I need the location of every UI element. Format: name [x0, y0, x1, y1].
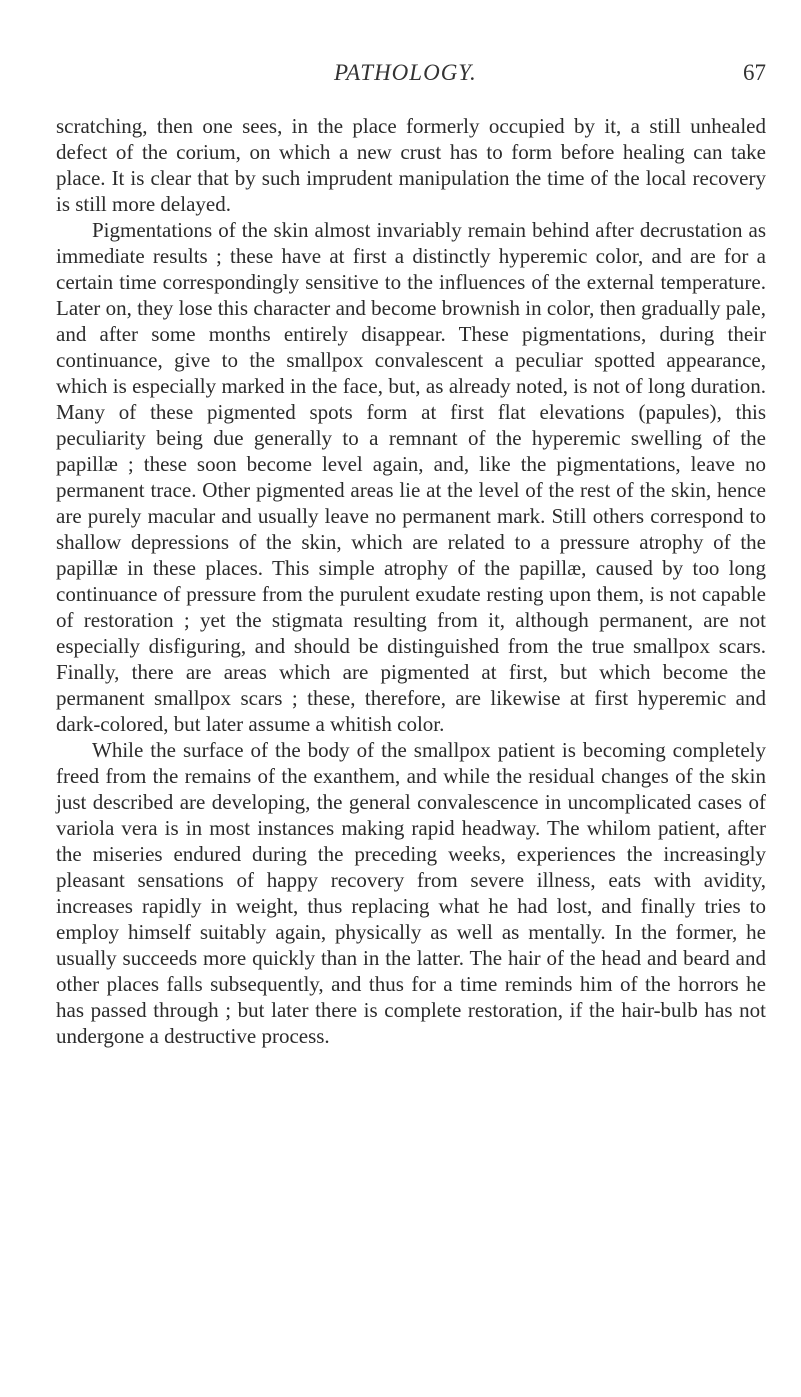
paragraph-pigmentations: Pigmentations of the skin almost invariably remain behind after decrustation as immediate results ; these have at first a distinctly hyperemic color, and are for a certain time correspondingly sensitive to the influences of the external temperature. Later on, they lose this character and become brownish in color, then gradually pale, and after some months entirely disappear. These pigmentations, during their continuance, give to the smallpox convalescent a peculiar spotted appearance, which is especially marked in the face, but, as already noted, is not of long duration. Many of these pigmented spots form at first flat elevations (papules), this peculiarity being due generally to a remnant of the hyperemic swelling of the papillæ ; these soon become level again, and, like the pigmentations, leave no permanent trace. Other pigmented areas lie at the level of the rest of the skin, hence are purely macular and usually leave no permanent mark. Still others correspond to shallow depressions of the skin, which are related to a pressure atrophy of the papillæ in these places. This simple atrophy of the papillæ, caused by too long continuance of pressure from the purulent exudate resting upon them, is not capable of restoration ; yet the stigmata resulting from it, although permanent, are not especially disfiguring, and should be distinguished from the true smallpox scars. Finally, there are areas which are pigmented at first, but which become the permanent smallpox scars ; these, therefore, are likewise at first hyperemic and dark-colored, but later assume a whitish color. [56, 218, 766, 736]
paragraph-convalescence: While the surface of the body of the smallpox patient is becoming completely freed from the remains of the exanthem, and while the residual changes of the skin just described are developing, the general convalescence in uncomplicated cases of variola vera is in most instances making rapid headway. The whilom patient, after the miseries endured during the preceding weeks, experiences the increasingly pleasant sensations of happy recovery from severe illness, eats with avidity, increases rapidly in weight, thus replacing what he had lost, and finally tries to employ himself suitably again, physically as well as mentally. In the former, he usually succeeds more quickly than in the latter. The hair of the head and beard and other places falls subsequently, and thus for a time reminds him of the horrors he has passed through ; but later there is complete restoration, if the hair-bulb has not undergone a destructive process. [56, 738, 766, 1048]
page-number: 67 [743, 60, 766, 85]
running-title: PATHOLOGY. [334, 60, 477, 85]
running-head [56, 60, 766, 90]
body-text [56, 113, 766, 1049]
paragraph-continued: scratching, then one sees, in the place formerly occupied by it, a still unhealed defect of the corium, on which a new crust has to form before healing can take place. It is clear that by such imprudent manipulation the time of the local recovery is still more delayed. [56, 114, 766, 216]
